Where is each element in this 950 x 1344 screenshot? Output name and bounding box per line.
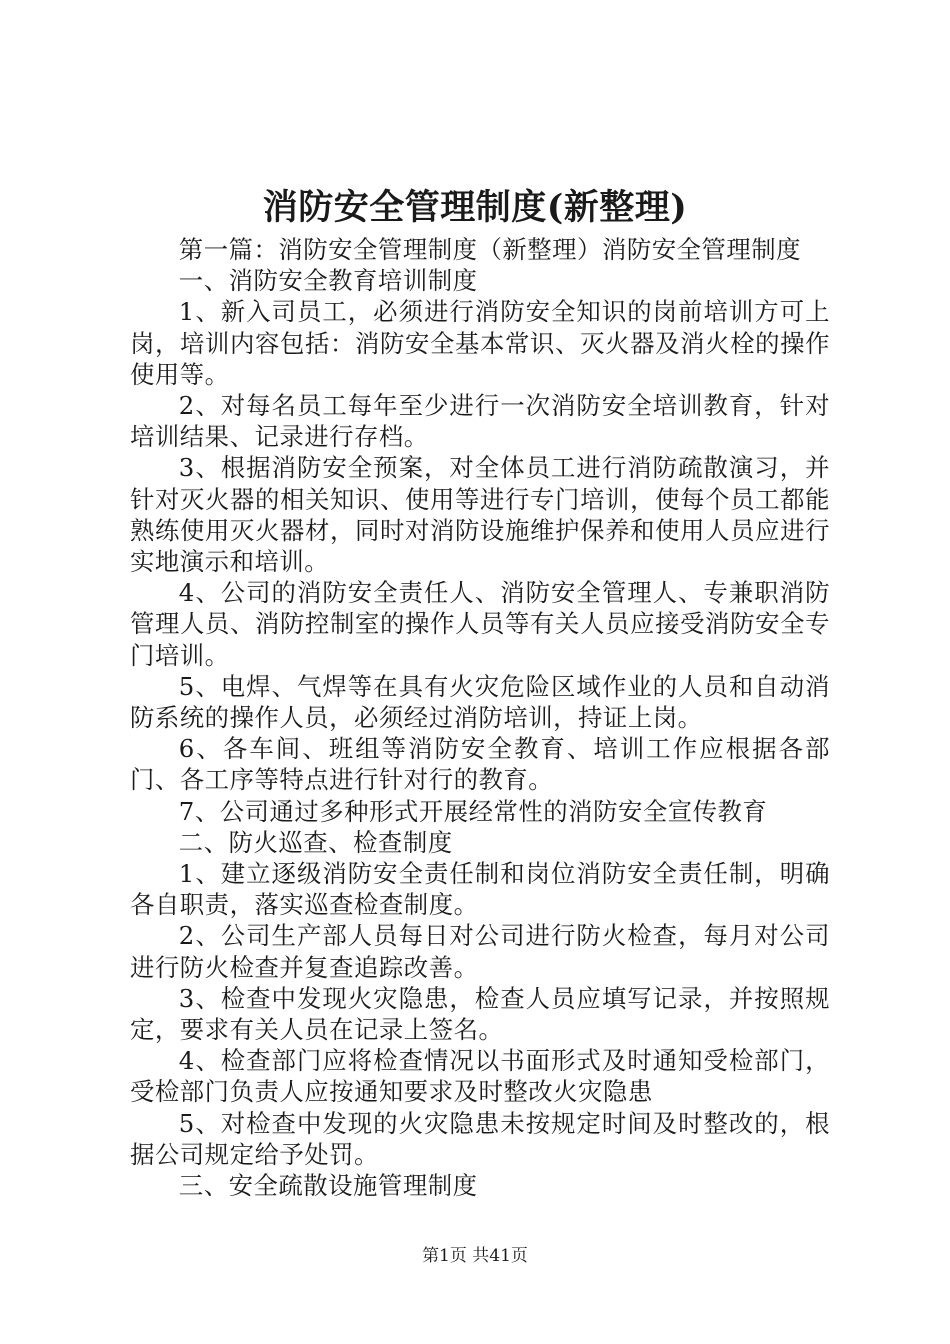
section-heading: 三、安全疏散设施管理制度 [178, 1171, 478, 1201]
document-body [130, 234, 830, 1201]
paragraph: 1、新入司员工，必须进行消防安全知识的岗前培训方可上岗，培训内容包括：消防安全基本常识、灭火器及消火栓的操作使用等。 [130, 297, 830, 389]
paragraph: 6、各车间、班组等消防安全教育、培训工作应根据各部门、各工序等特点进行针对行的教育。 [130, 734, 830, 795]
paragraph: 2、公司生产部人员每日对公司进行防火检查，每月对公司进行防火检查并复查追踪改善。 [130, 921, 830, 982]
paragraph: 5、对检查中发现的火灾隐患未按规定时间及时整改的，根据公司规定给予处罚。 [130, 1108, 830, 1169]
paragraph: 3、根据消防安全预案，对全体员工进行消防疏散演习，并针对灭火器的相关知识、使用等进行专门培训，使每个员工都能熟练使用灭火器材，同时对消防设施维护保养和使用人员应进行实地演示和培训。 [130, 453, 830, 577]
page-footer: 第1页 共41页 [422, 1246, 528, 1266]
paragraph: 4、公司的消防安全责任人、消防安全管理人、专兼职消防管理人员、消防控制室的操作人员等有关人员应接受消防安全专门培训。 [130, 578, 830, 670]
section-heading: 二、防火巡查、检查制度 [178, 827, 453, 857]
paragraph: 3、检查中发现火灾隐患，检查人员应填写记录，并按照规定，要求有关人员在记录上签名。 [130, 983, 830, 1045]
document-title: 消防安全管理制度(新整理) [262, 187, 688, 228]
paragraph: 5、电焊、气焊等在具有火灾危险区域作业的人员和自动消防系统的操作人员，必须经过消防培训，持证上岗。 [130, 671, 830, 733]
paragraph: 1、建立逐级消防安全责任制和岗位消防安全责任制，明确各自职责，落实巡查检查制度。 [130, 859, 830, 920]
paragraph: 7、公司通过多种形式开展经常性的消防安全宣传教育 [178, 796, 768, 826]
paragraph: 4、检查部门应将检查情况以书面形式及时通知受检部门，受检部门负责人应按通知要求及时整改火灾隐患 [130, 1046, 830, 1107]
paragraph: 2、对每名员工每年至少进行一次消防安全培训教育，针对培训结果、记录进行存档。 [130, 391, 830, 452]
section-heading: 一、消防安全教育培训制度 [178, 266, 478, 296]
paragraph-part-heading: 第一篇：消防安全管理制度（新整理）消防安全管理制度 [178, 235, 802, 264]
